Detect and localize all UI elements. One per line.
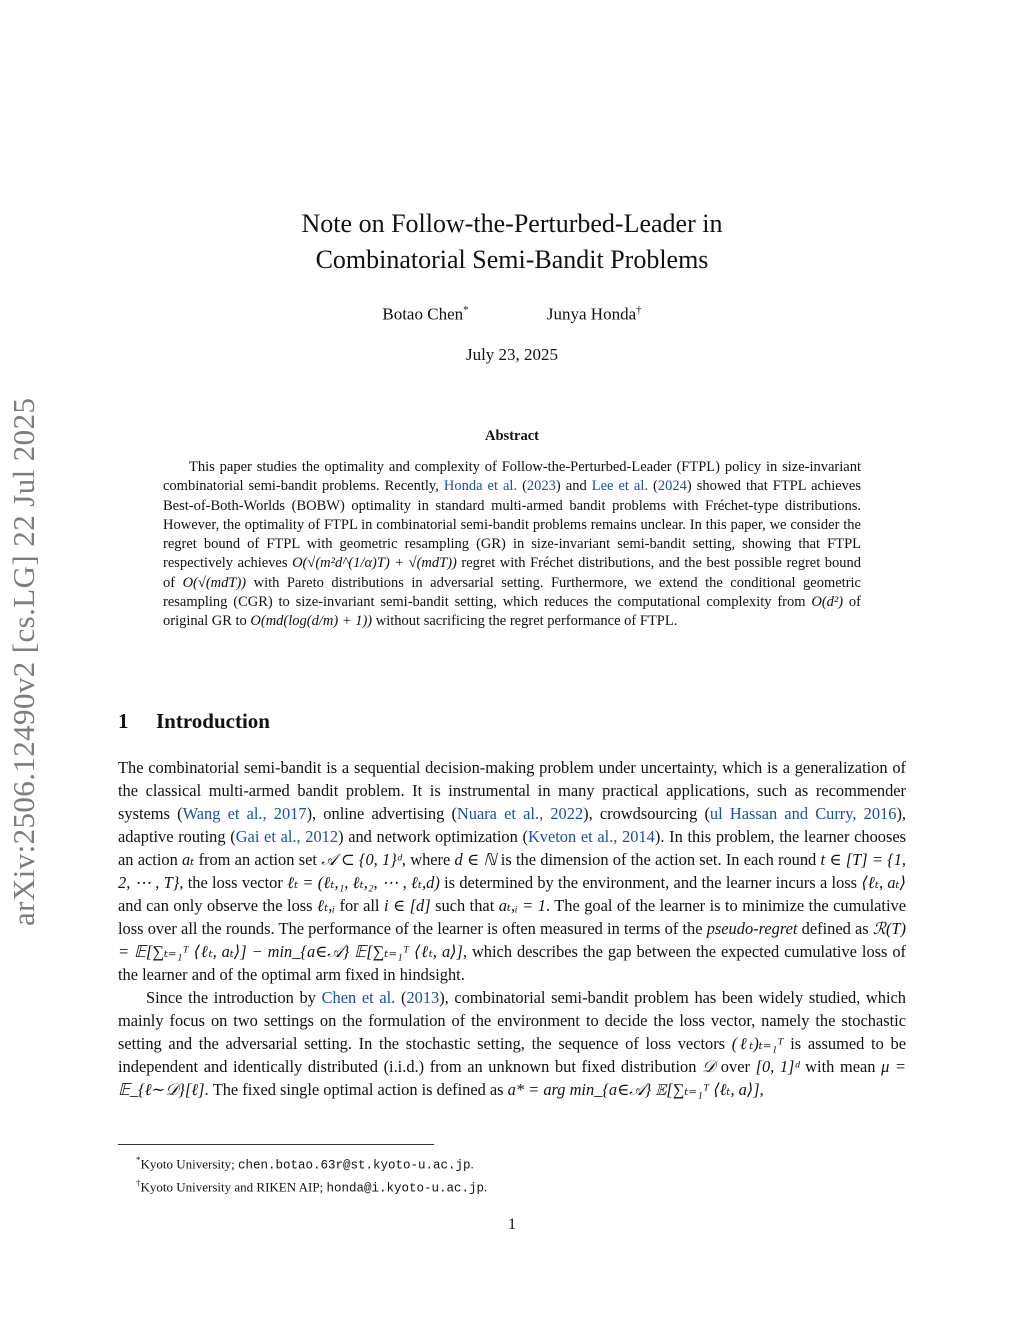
section-title: Introduction	[156, 709, 270, 733]
math-expression: ⟨ℓₜ, aₜ⟩	[861, 873, 906, 892]
math-expression: aₜ	[182, 850, 195, 869]
footnotes	[136, 1151, 896, 1198]
body-text: such that	[435, 896, 495, 915]
math-expression: μ = 𝔼_{ℓ∼𝒟}[ℓ]	[118, 1057, 906, 1099]
math-expression: ℓₜ,ᵢ	[317, 896, 335, 915]
citation-link[interactable]: Wang et al., 2017	[182, 804, 307, 823]
footnote-affiliation: Kyoto University and RIKEN AIP;	[140, 1179, 324, 1195]
body-text: , the loss vector	[179, 873, 283, 892]
publication-date: July 23, 2025	[465, 345, 559, 364]
page-number: 1	[508, 1216, 516, 1233]
body-text: Since the introduction by	[146, 988, 316, 1007]
footnote-mark: *	[136, 1155, 141, 1165]
abstract-heading: Abstract	[485, 428, 539, 444]
footnote-punctuation: .	[470, 1156, 474, 1172]
intro-paragraph-1	[118, 756, 906, 986]
body-text: (	[400, 988, 407, 1007]
abstract-text: and	[565, 478, 587, 495]
body-text: ) and network optimization (	[338, 827, 528, 846]
footnote-1	[136, 1151, 896, 1174]
abstract-text: regret with Fréchet distributions, and the best possible regret bound of	[163, 555, 862, 591]
citation-link[interactable]: Lee et al.	[591, 478, 649, 495]
math-expression: a* = arg min_{a∈𝒜} 𝔼[∑ₜ₌₁ᵀ ⟨ℓₜ, a⟩]	[507, 1080, 760, 1099]
body-text: The combinatorial semi-bandit is a sequential decision-making problem under uncertainty, which is a generalization of the classical multi-armed bandit problem. It is instrumental in many practical applications, such as recommender systems (	[118, 758, 906, 823]
title-line-1: Note on Follow-the-Perturbed-Leader in	[301, 209, 723, 238]
author-1-name: Botao Chen	[382, 304, 464, 324]
author-1-footnote-mark[interactable]: *	[463, 304, 469, 316]
body-text: . The goal of the learner is to minimize the cumulative loss over all the rounds. The performance of the learner is often measured in terms of the	[118, 896, 906, 938]
emphasized-term: pseudo-regret	[706, 919, 798, 938]
math-expression: ℓₜ = (ℓₜ,₁, ℓₜ,₂, ⋯ , ℓₜ,d)	[287, 873, 440, 892]
math-expression: ℛ(T) = 𝔼[∑ₜ₌₁ᵀ ⟨ℓₜ, aₜ⟩] − min_{a∈𝒜} 𝔼[∑ₜ₌₁ᵀ ⟨ℓₜ, a⟩]	[118, 919, 907, 961]
footnote-mark: †	[136, 1178, 141, 1189]
abstract-text: showed that FTPL achieves Best-of-Both-Worlds (BOBW) optimality in standard multi-armed bandit problems with Fréchet-type distributions. However, the optimality of FTPL in combinatorial semi-bandit problems remains unclear. In this paper, we consider the regret bound of FTPL with geometric resampling (GR) in size-invariant semi-bandit setting, showing that FTPL respectively achieves	[163, 478, 861, 572]
author-2	[547, 304, 642, 325]
abstract-body: This paper studies the optimality and complexity of Follow-the-Perturbed-Leader (FTPL) policy in size-invariant combinatorial semi-bandit problems. Recently, Honda et al. (2023) and Lee et al. (2024) showed that FTPL achieves Best-of-Both-Worlds (BOBW) optimality in standard multi-armed bandit problems with Fréchet-type distributions. However, the optimality of FTPL in combinatorial semi-bandit problems remains unclear. In this paper, we consider the regret bound of FTPL with geometric resampling (GR) in size-invariant semi-bandit setting, showing that FTPL respectively achieves O(√(m²d^(1/α)T) + √(mdT)) regret with Fréchet distributions, and the best possible regret bound of O(√(mdT)) with Pareto distributions in adversarial setting. Furthermore, we extend the conditional geometric resampling (CGR) to size-invariant semi-bandit setting, which reduces the computational complexity from O(d²) of original GR to O(md(log(d/m) + 1)) without sacrificing the regret performance of FTPL.	[163, 459, 862, 630]
math-expression: i ∈ [d]	[384, 896, 431, 915]
body-text: is assumed to be independent and identically distributed (i.i.d.) from an unknown but fixed distribution	[118, 1034, 906, 1076]
body-text: ), online advertising (	[306, 804, 457, 823]
author-2-name: Junya Honda	[546, 304, 637, 324]
body-text: ), crowdsourcing (	[583, 804, 710, 823]
body-text: is determined by the environment, and the learner incurs a loss	[444, 873, 858, 892]
author-list	[0, 304, 1024, 325]
author-2-footnote-mark[interactable]: †	[636, 304, 642, 316]
math-expression: t ∈ [T] = {1, 2, ⋯ , T}	[118, 850, 907, 892]
author-email-link[interactable]: chen.botao.63r@st.kyoto-u.ac.jp	[238, 1158, 471, 1173]
body-text: from an action set	[198, 850, 317, 869]
body-text: and can only observe the loss	[118, 896, 313, 915]
arxiv-identifier-stamp[interactable]: arXiv:2506.12490v2 [cs.LG] 22 Jul 2025	[6, 397, 41, 926]
citation-link[interactable]: Honda et al.	[443, 478, 518, 495]
footnote-affiliation: Kyoto University;	[140, 1156, 235, 1172]
citation-link[interactable]: ul Hassan and Curry, 2016	[709, 804, 897, 823]
citation-link[interactable]: Kveton et al., 2014	[527, 827, 655, 846]
body-text: ). In this problem, the learner chooses an action	[118, 827, 906, 869]
citation-year-link[interactable]: 2013	[406, 988, 440, 1007]
abstract-text: without sacrificing the regret performance of FTPL.	[375, 613, 678, 630]
introduction-body	[118, 756, 906, 1101]
body-text: is the dimension of the action set. In each round	[500, 850, 817, 869]
citation-year-link[interactable]: 2024	[657, 478, 687, 495]
body-text: for all	[339, 896, 380, 915]
body-text: ), combinatorial semi-bandit problem has been widely studied, which mainly focus on two settings on the formulation of the environment to decide the loss vector, namely the stochastic setting and the adversarial setting. In the stochastic setting, the sequence of loss vectors	[118, 988, 906, 1053]
math-expression: O(√(m²d^(1/α)T) + √(mdT))	[292, 555, 457, 572]
math-expression: O(d²)	[811, 594, 844, 611]
body-text: ), adaptive routing (	[118, 804, 907, 846]
abstract-text: of original GR to	[163, 594, 861, 630]
section-heading-introduction	[118, 709, 270, 734]
body-text: , which describes the gap between the expected cumulative loss of the learner and of the optimal arm fixed in hindsight.	[118, 942, 907, 984]
body-text: ,	[759, 1080, 764, 1099]
math-expression: aₜ,ᵢ = 1	[498, 896, 546, 915]
body-text: over	[720, 1057, 750, 1076]
math-expression: 𝒜 ⊂ {0, 1}ᵈ	[321, 850, 402, 869]
math-expression: O(√(mdT))	[182, 574, 247, 591]
abstract-text: This paper studies the optimality and complexity of Follow-the-Perturbed-Leader (FTPL) policy in size-invariant combinatorial semi-bandit problems. Recently,	[163, 459, 861, 495]
citation-link[interactable]: Chen et al.	[321, 988, 396, 1007]
author-email-link[interactable]: honda@i.kyoto-u.ac.jp	[326, 1181, 484, 1196]
title-line-2: Combinatorial Semi-Bandit Problems	[315, 245, 709, 274]
body-text: . The fixed single optimal action is defined as	[204, 1080, 504, 1099]
paper-title	[0, 206, 1024, 278]
math-expression: 𝒟	[702, 1057, 716, 1076]
footnote-divider	[118, 1144, 434, 1145]
footnote-2	[136, 1174, 896, 1197]
section-number: 1	[118, 709, 129, 733]
footnote-punctuation: .	[484, 1179, 488, 1195]
citation-link[interactable]: Nuara et al., 2022	[456, 804, 584, 823]
citation-link[interactable]: Gai et al., 2012	[235, 827, 339, 846]
math-expression: O(md(log(d/m) + 1))	[250, 613, 373, 630]
abstract-text: with Pareto distributions in adversarial setting. Furthermore, we extend the conditional geometric resampling (CGR) to size-invariant semi-bandit setting, which reduces the computational complexity from	[163, 574, 861, 611]
math-expression: (ℓₜ)ₜ₌₁ᵀ	[731, 1034, 784, 1053]
math-expression: [0, 1]ᵈ	[755, 1057, 800, 1076]
body-text: with mean	[805, 1057, 876, 1076]
math-expression: d ∈ ℕ	[454, 850, 497, 869]
citation-year-link[interactable]: 2023	[526, 478, 556, 495]
body-text: , where	[401, 850, 451, 869]
body-text: defined as	[801, 919, 869, 938]
author-1	[382, 304, 468, 325]
intro-paragraph-2	[118, 986, 906, 1101]
